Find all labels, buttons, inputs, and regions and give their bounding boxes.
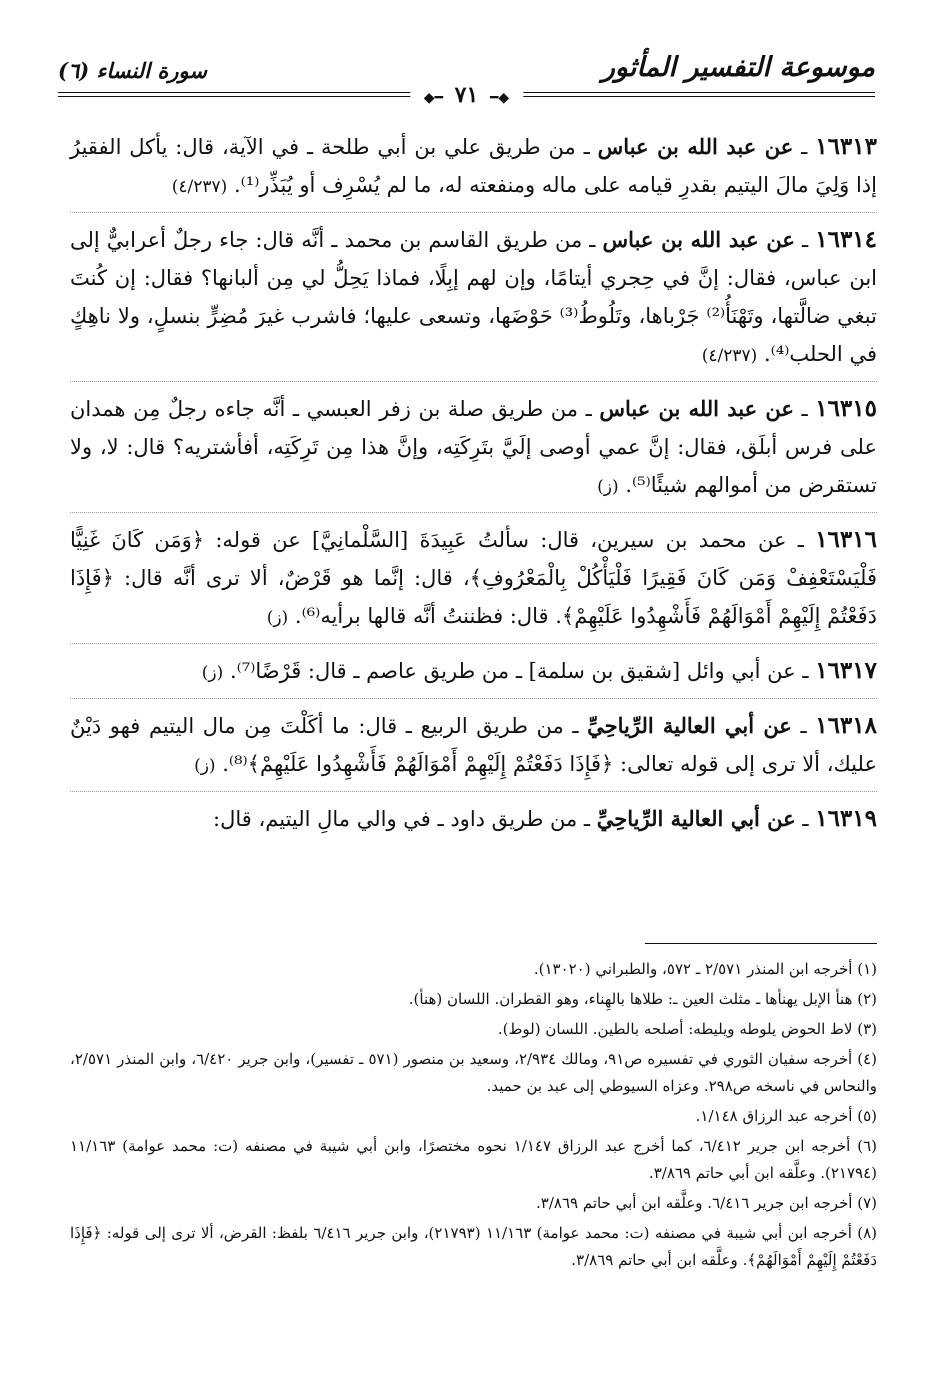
- ornament-icon: ━◆: [489, 90, 510, 106]
- entry-reference: (ز): [194, 756, 216, 776]
- entry-number: ١٦٣١٨: [815, 712, 877, 739]
- entry-reference: (ز): [201, 663, 224, 683]
- entry-number: ١٦٣١٣: [815, 133, 877, 160]
- entry: ١٦٣١٤ ـ عن عبد الله بن عباس ـ من طريق القاسم بن محمد ـ أنَّه قال: جاء رجلٌ أعرابيٌّ إلى ابن عباس، فقال: إنَّ في حِجري أيتامًا، وإن لهم إبِلًا، فماذا يَحِلُّ لي مِن ألبانها؟ فقال: إن كُنتَ تبغي ضالَّتها، وتَهْنَأُ⁽²⁾ جَرْباها، وتَلُوطُ⁽³⁾ حَوْضَها، وتسعى عليها؛ فاشرب غيرَ مُضِرٍّ بنسلٍ، ولا ناهِكٍ في الحلب⁽⁴⁾. (٤/٢٣٧): [70, 221, 877, 382]
- footnote: (٨) أخرجه ابن أبي شيبة في مصنفه (ت: محمد عوامة) ١١/١٦٣ (٢١٧٩٣)، وابن جرير ٦/٤١٦ بلفظ: القرض، ألا ترى إلى قوله: ﴿فَإِذَا دَفَعْتُمْ إِلَيْهِمْ أَمْوَالَهُمْ﴾. وعلَّقه ابن أبي حاتم ٣/٨٦٩.: [70, 1224, 878, 1269]
- book-title: موسوعة التفسير المأثور: [601, 52, 875, 83]
- entry-text: ـ من طريق صلة بن زفر العبسي ـ أنَّه جاءه رجلٌ مِن همدان على فرس أبلَق، فقال: إنَّ عمي أوصى إلَيَّ بتَرِكَتِه، وإنَّ هذا مِن تَرِكَتِه، أفأشتريه؟ قال: لا، ولا تستقرض من أموالهم شيئًا⁽⁵⁾.: [70, 397, 877, 497]
- page-number-block: [410, 82, 523, 111]
- entry-reference: (٤/٢٣٧): [171, 177, 228, 197]
- entry-text: ـ من طريق الربيع ـ قال: ما أكَلْتَ مِن مال اليتيم فهو دَيْنٌ عليك، ألا ترى إلى قوله تعالى: ﴿فَإِذَا دَفَعْتُمْ إِلَيْهِمْ أَمْوَالَهُمْ فَأَشْهِدُوا عَلَيْهِمْ﴾⁽⁸⁾.: [70, 714, 877, 776]
- entry-narrator: عن عبد الله بن عباس: [597, 134, 794, 159]
- entry-narrator: عن أبي العالية الرِّياحِيِّ: [596, 806, 796, 831]
- entry: ١٦٣١٥ ـ عن عبد الله بن عباس ـ من طريق صلة بن زفر العبسي ـ أنَّه جاءه رجلٌ مِن همدان على فرس أبلَق، فقال: إنَّ عمي أوصى إلَيَّ بتَرِكَتِه، وإنَّ هذا مِن تَرِكَتِه، أفأشتريه؟ قال: لا، ولا تستقرض من أموالهم شيئًا⁽⁵⁾. (ز): [70, 390, 877, 513]
- entry: ١٦٣١٨ ـ عن أبي العالية الرِّياحِيِّ ـ من طريق الربيع ـ قال: ما أكَلْتَ مِن مال اليتيم فهو دَيْنٌ عليك، ألا ترى إلى قوله تعالى: ﴿فَإِذَا دَفَعْتُمْ إِلَيْهِمْ أَمْوَالَهُمْ فَأَشْهِدُوا عَلَيْهِمْ﴾⁽⁸⁾. (ز): [70, 707, 877, 792]
- main-text: [70, 128, 877, 852]
- entry-text: ـ من طريق القاسم بن محمد ـ أنَّه قال: جاء رجلٌ أعرابيٌّ إلى ابن عباس، فقال: إنَّ في حِجري أيتامًا، وإن لهم إبِلًا، فماذا يَحِلُّ لي مِن ألبانها؟ فقال: إن كُنتَ تبغي ضالَّتها، وتَهْنَأُ⁽²⁾ جَرْباها، وتَلُوطُ⁽³⁾ حَوْضَها، وتسعى عليها؛ فاشرب غيرَ مُضِرٍّ بنسلٍ، ولا ناهِكٍ في الحلب⁽⁴⁾.: [70, 228, 877, 366]
- entry-text: ـ من طريق علي بن أبي طلحة ـ في الآية، قال: يأكل الفقيرُ إذا وَلِيَ مالَ اليتيم بقدرِ قيامه على ماله ومنفعته له، ما لم يُسْرِف أو يُبَذِّر⁽¹⁾.: [70, 135, 877, 197]
- entry-number: ١٦٣١٦: [815, 526, 877, 553]
- entry-reference: (ز): [597, 477, 619, 497]
- footnote-separator: [645, 943, 877, 944]
- entry-number: ١٦٣١٥: [815, 395, 877, 422]
- entry-number: ١٦٣١٤: [815, 226, 878, 253]
- entry-reference: (ز): [266, 608, 289, 628]
- footnote: (٣) لاط الحوض يلوطه ويليطه: أصلحه بالطين. اللسان (لوط).: [497, 1020, 877, 1038]
- entry-text: ـ عن أبي وائل [شقيق بن سلمة] ـ من طريق عاصم ـ قال: قَرْضًا⁽⁷⁾.: [229, 659, 809, 683]
- ornament-icon: ◆━: [423, 90, 444, 106]
- entry-number: ١٦٣١٧: [815, 657, 877, 684]
- footnote: (١) أخرجه ابن المنذر ٢/٥٧١ ـ ٥٧٢، والطبراني (١٣٠٢٠).: [533, 960, 877, 978]
- entry: ١٦٣١٩ ـ عن أبي العالية الرِّياحِيِّ ـ من طريق داود ـ في والي مالِ اليتيم، قال:: [213, 805, 877, 832]
- entry-narrator: عن أبي العالية الرِّياحِيِّ: [587, 713, 792, 738]
- footnote: (٥) أخرجه عبد الرزاق ١/١٤٨.: [695, 1107, 877, 1125]
- entry: [70, 521, 877, 644]
- entry-text: ـ عن محمد بن سيرين، قال: سألتُ عَبِيدَةَ [السَّلْمانِيَّ] عن قوله: ﴿وَمَن كَانَ غَنِيًّا فَلْيَسْتَعْفِفْ وَمَن كَانَ فَقِيرًا فَلْيَأْكُلْ بِالْمَعْرُوفِ﴾، قال: إنَّما هو قَرْضٌ، ألا ترى أنَّه قال: ﴿فَإِذَا دَفَعْتُمْ إِلَيْهِمْ أَمْوَالَهُمْ فَأَشْهِدُوا عَلَيْهِمْ﴾. قال: فظننتُ أنَّه قالها برأيه⁽⁶⁾.: [70, 528, 877, 628]
- footnote: (٦) أخرجه ابن جرير ٦/٤١٢، كما أخرج عبد الرزاق ١/١٤٧ نحوه مختصرًا، وابن أبي شيبة في مصنفه (ت: محمد عوامة) ١١/١٦٣ (٢١٧٩٤). وعلَّقه ابن أبي حاتم ٣/٨٦٩.: [70, 1137, 877, 1182]
- entry-narrator: عن عبد الله بن عباس: [602, 227, 795, 252]
- entry: [70, 652, 877, 699]
- entry: ١٦٣١٣ ـ عن عبد الله بن عباس ـ من طريق علي بن أبي طلحة ـ في الآية، قال: يأكل الفقيرُ إذا وَلِيَ مالَ اليتيم بقدرِ قيامه على ماله ومنفعته له، ما لم يُسْرِف أو يُبَذِّر⁽¹⁾. (٤/٢٣٧): [70, 128, 877, 213]
- surah-title: سورة النساء (٦): [58, 58, 207, 83]
- entry-number: ١٦٣١٩: [815, 805, 877, 832]
- footnote: (٧) أخرجه ابن جرير ٦/٤١٦. وعلَّقه ابن أبي حاتم ٣/٨٦٩.: [536, 1194, 877, 1212]
- entry-text: ـ من طريق داود ـ في والي مالِ اليتيم، قال:: [213, 807, 591, 831]
- page-number: ٧١: [454, 82, 479, 108]
- footnotes: [70, 956, 877, 1277]
- running-header: [58, 52, 875, 108]
- entry-reference: (٤/٢٣٧): [701, 346, 758, 366]
- footnote: (٢) هنأ الإبل يهنأها ـ مثلث العين ـ: طلاها بالهِناء، وهو القطران. اللسان (هنأ).: [408, 990, 877, 1008]
- entry-narrator: عن عبد الله بن عباس: [599, 396, 794, 421]
- footnote: (٤) أخرجه سفيان الثوري في تفسيره ص٩١، ومالك ٢/٩٣٤، وسعيد بن منصور (٥٧١ ـ تفسير)، وابن جرير ٦/٤٢٠، وابن المنذر ٢/٥٧١، والنحاس في ناسخه ص٢٩٨. وعزاه السيوطي إلى عبد بن حميد.: [70, 1050, 877, 1095]
